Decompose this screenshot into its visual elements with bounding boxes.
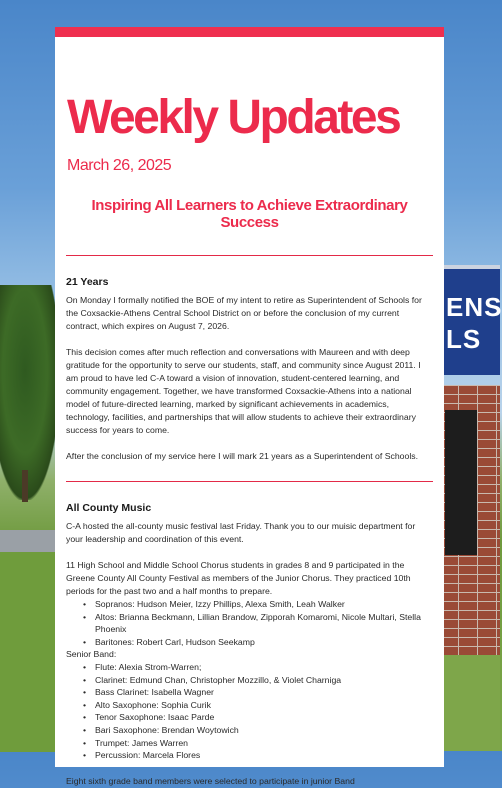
list-item: • Percussion: Marcela Flores	[83, 749, 433, 762]
list-item: • Alto Saxophone: Sophia Curik	[83, 699, 433, 712]
section-heading: All County Music	[66, 502, 152, 514]
background-sign-text: ENS LS	[446, 292, 502, 354]
newsletter-tagline: Inspiring All Learners to Achieve Extraordinary Success	[91, 197, 408, 231]
section-divider	[66, 255, 433, 256]
paragraph: This decision comes after much reflection and conversations with Maureen and with deep gratitude for the opportunity to serve our students, staff, and community since August 2011. I am proud to have led C-A toward a vision of innovation, student-centered learning, and community engagement. Together, we have transformed Coxsackie-Athens into a national model of future-directed learning, marked by significant achievements in academics, technology, facilities, and partnerships that will allow students to achieve their extraordinary success for years to come.	[66, 347, 421, 435]
newsletter-card	[55, 27, 444, 786]
section-all-county-music	[55, 502, 444, 788]
band-list	[83, 661, 433, 762]
list-item: • Tenor Saxophone: Isaac Parde	[83, 711, 433, 724]
paragraph: On Monday I formally notified the BOE of my intent to retire as Superintendent of Schools for the Coxsackie-Athens Central School District on or before the conclusion of my current contract, which expires on August 7, 2026.	[66, 295, 422, 331]
list-item: • Trumpet: James Warren	[83, 737, 433, 750]
paragraph: Eight sixth grade band members were selected to participate in junior Band	[66, 775, 355, 786]
background-school-sign	[440, 265, 500, 375]
list-item: • Flute: Alexia Strom-Warren;	[83, 661, 433, 674]
senior-band-label: Senior Band:	[66, 649, 117, 660]
background-tree	[0, 285, 60, 500]
list-item: • Bari Saxophone: Brendan Woytowich	[83, 724, 433, 737]
list-item: • Sopranos: Hudson Meier, Izzy Phillips, Alexa Smith, Leah Walker	[83, 598, 433, 611]
list-item: • Bass Clarinet: Isabella Wagner	[83, 686, 433, 699]
chorus-list	[83, 598, 433, 648]
background-window	[445, 410, 477, 555]
paragraph: 11 High School and Middle School Chorus students in grades 8 and 9 participated in the Greene County All County Festival as members of the Junior Chorus. They practiced 10th periods for the past two and a half months to prepare.	[66, 560, 411, 596]
section-divider	[66, 481, 433, 482]
background-grass	[0, 552, 60, 752]
list-item: • Altos: Brianna Beckmann, Lillian Brandow, Zipporah Komaromi, Nicole Multari, Stella Phoenix	[83, 611, 433, 636]
list-item: • Baritones: Robert Carl, Hudson Seekamp	[83, 636, 433, 649]
background-ground	[440, 655, 500, 751]
background-road	[0, 530, 60, 552]
section-heading: 21 Years	[66, 276, 109, 288]
background-tree-trunk	[22, 470, 28, 502]
section-21-years	[55, 276, 444, 463]
newsletter-title: Weekly Updates	[67, 91, 400, 144]
paragraph: C-A hosted the all-county music festival last Friday. Thank you to our muisic department for your leadership and coordination of this event.	[66, 521, 416, 544]
newsletter-date: March 26, 2025	[67, 157, 172, 174]
list-item: • Clarinet: Edmund Chan, Christopher Mozzillo, & Violet Charniga	[83, 674, 433, 687]
card-accent-bar	[55, 27, 444, 37]
paragraph: After the conclusion of my service here I will mark 21 years as a Superintendent of Schools.	[66, 451, 419, 461]
